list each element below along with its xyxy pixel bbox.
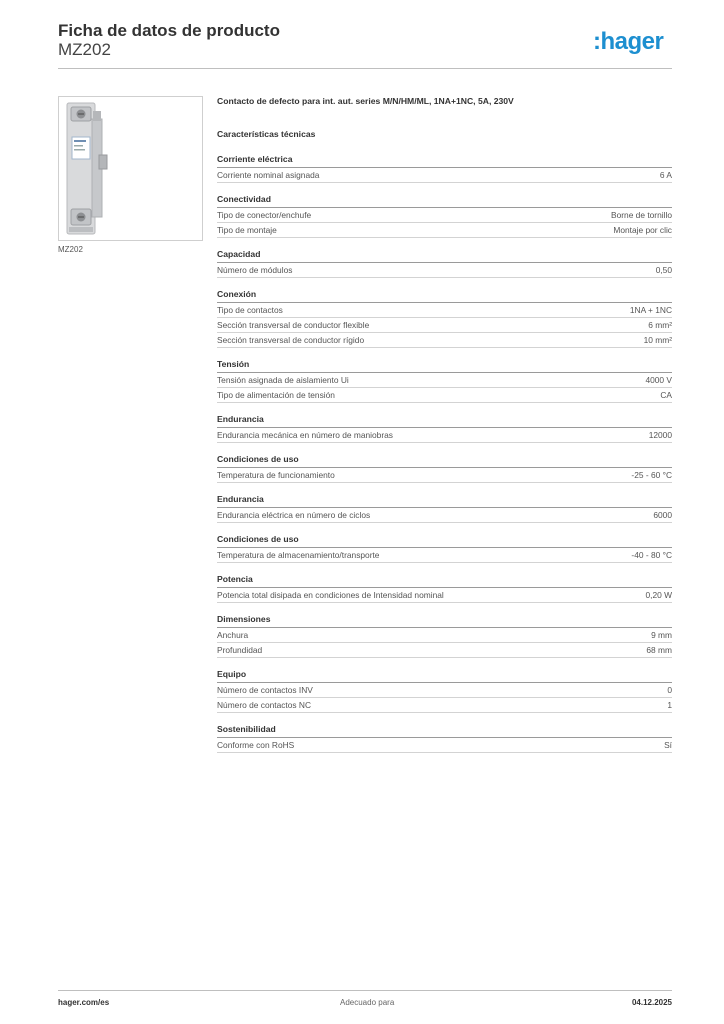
spec-value: 4000 V [645,375,672,385]
spec-group [217,493,672,523]
footer-website[interactable]: hager.com/es [58,998,110,1007]
spec-label: Número de módulos [217,265,293,275]
spec-group-heading: Capacidad [217,248,672,263]
spec-label: Temperatura de funcionamiento [217,470,335,480]
spec-value: 0,50 [655,265,672,275]
spec-row [217,333,672,348]
spec-value: Borne de tornillo [611,210,672,220]
spec-group [217,533,672,563]
spec-row [217,223,672,238]
spec-row [217,548,672,563]
spec-row [217,588,672,603]
spec-row [217,698,672,713]
spec-value: 0,20 W [645,590,672,600]
spec-value: 10 mm² [643,335,672,345]
spec-label: Endurancia eléctrica en número de ciclos [217,510,371,520]
spec-value: 1 [667,700,672,710]
spec-group-heading: Conexión [217,288,672,303]
spec-value: 0 [667,685,672,695]
spec-group [217,613,672,658]
spec-label: Profundidad [217,645,263,655]
spec-label: Anchura [217,630,249,640]
spec-group [217,153,672,183]
spec-label: Potencia total disipada en condiciones de Intensidad nominal [217,590,444,600]
spec-groups [217,153,672,753]
spec-row [217,643,672,658]
spec-group [217,248,672,278]
spec-row [217,318,672,333]
spec-value: -25 - 60 °C [631,470,672,480]
spec-row [217,168,672,183]
spec-group [217,573,672,603]
spec-value: -40 - 80 °C [631,550,672,560]
spec-label: Tipo de contactos [217,305,283,315]
product-description: Contacto de defecto para int. aut. series M/N/HM/ML, 1NA+1NC, 5A, 230V [217,96,514,106]
logo-text: :hager [593,28,664,55]
hager-logo[interactable] [593,28,675,56]
spec-label: Tensión asignada de aislamiento Ui [217,375,349,385]
spec-row [217,628,672,643]
spec-label: Corriente nominal asignada [217,170,320,180]
spec-value: 68 mm [646,645,672,655]
product-image-frame [58,96,203,241]
spec-value: 9 mm [651,630,672,640]
spec-value: Sí [664,740,672,750]
spec-row [217,738,672,753]
spec-label: Número de contactos INV [217,685,313,695]
spec-label: Endurancia mecánica en número de maniobras [217,430,393,440]
spec-row [217,263,672,278]
spec-label: Conforme con RoHS [217,740,295,750]
spec-group-heading: Potencia [217,573,672,588]
spec-group [217,413,672,443]
spec-group [217,723,672,753]
spec-row [217,373,672,388]
spec-value: 12000 [648,430,672,440]
spec-label: Sección transversal de conductor flexible [217,320,370,330]
spec-group-heading: Endurancia [217,413,672,428]
spec-group [217,193,672,238]
spec-label: Temperatura de almacenamiento/transporte [217,550,380,560]
spec-group [217,288,672,348]
spec-group-heading: Tensión [217,358,672,373]
spec-group-heading: Condiciones de uso [217,533,672,548]
spec-group-heading: Equipo [217,668,672,683]
spec-group-heading: Dimensiones [217,613,672,628]
footer-date: 04.12.2025 [631,998,672,1007]
spec-value: 6 A [659,170,672,180]
spec-label: Tipo de conector/enchufe [217,210,312,220]
spec-group [217,358,672,403]
spec-group [217,453,672,483]
spec-group-heading: Sostenibilidad [217,723,672,738]
footer-divider [58,990,672,991]
section-title: Características técnicas [217,129,316,139]
spec-row [217,303,672,318]
spec-value: 6 mm² [648,320,672,330]
spec-group [217,668,672,713]
spec-value: CA [660,390,672,400]
spec-content [217,96,672,753]
spec-row [217,388,672,403]
spec-group-heading: Corriente eléctrica [217,153,672,168]
spec-row [217,683,672,698]
spec-group-heading: Endurancia [217,493,672,508]
header-divider [58,68,672,69]
page-title: Ficha de datos de producto [58,21,280,40]
spec-group-heading: Condiciones de uso [217,453,672,468]
spec-row [217,208,672,223]
spec-label: Tipo de montaje [217,225,277,235]
spec-value: 6000 [653,510,672,520]
spec-value: Montaje por clic [613,225,672,235]
product-image-caption: MZ202 [58,245,83,254]
spec-value: 1NA + 1NC [629,305,672,315]
product-device-image [59,97,202,240]
spec-label: Tipo de alimentación de tensión [217,390,335,400]
spec-row [217,508,672,523]
footer-suitable-for: Adecuado para [340,998,395,1007]
spec-row [217,468,672,483]
spec-row [217,428,672,443]
spec-label: Sección transversal de conductor rígido [217,335,365,345]
spec-label: Número de contactos NC [217,700,312,710]
product-code: MZ202 [58,40,111,59]
spec-group-heading: Conectividad [217,193,672,208]
